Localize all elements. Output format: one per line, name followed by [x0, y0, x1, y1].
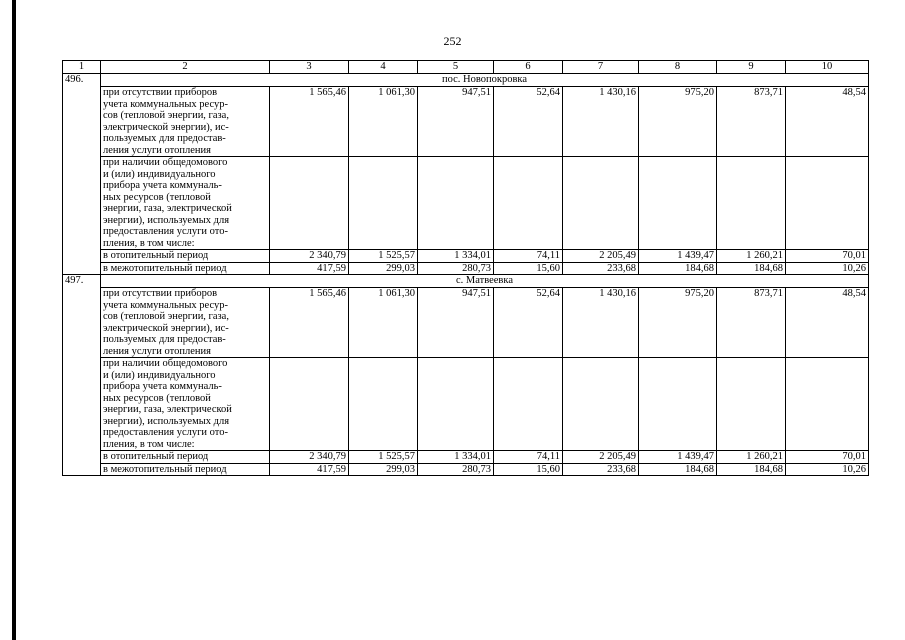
value-cell: [418, 157, 494, 250]
description-line: и (или) индивидуального: [103, 168, 216, 180]
value-cell: 975,20: [639, 87, 717, 157]
value-cell: 15,60: [494, 262, 563, 275]
description-line: прибора учета коммуналь-: [103, 381, 222, 392]
tariff-table: [62, 60, 869, 476]
table-row: [63, 262, 869, 275]
description-line: пления, в том числе:: [103, 237, 195, 249]
description-line: пления, в том числе:: [103, 438, 195, 450]
description-line: сов (тепловой энергии, газа,: [103, 110, 229, 121]
value-cell: 1 439,47: [639, 250, 717, 263]
value-cell: 299,03: [349, 463, 418, 476]
row-description: [101, 87, 270, 157]
value-cell: 947,51: [418, 87, 494, 157]
column-number: 3: [270, 61, 349, 74]
row-description: [101, 250, 270, 263]
value-cell: [418, 358, 494, 451]
value-cell: 1 565,46: [270, 288, 349, 358]
value-cell: [786, 157, 869, 250]
page-number: 252: [443, 34, 462, 48]
row-index: 496.: [63, 74, 101, 275]
value-cell: [270, 358, 349, 451]
description-line: ления услуги отопления: [103, 345, 211, 357]
table-row: [63, 451, 869, 464]
description-line: при отсутствии приборов: [103, 288, 218, 299]
description-line: в межотопительный период: [103, 262, 227, 274]
description-line: предоставления услуги ото-: [103, 226, 228, 237]
value-cell: 233,68: [563, 262, 639, 275]
value-cell: [639, 358, 717, 451]
column-number: 6: [494, 61, 563, 74]
value-cell: 417,59: [270, 262, 349, 275]
row-description: [101, 463, 270, 476]
description-line: при отсутствии приборов: [103, 87, 218, 98]
table-row: [63, 87, 869, 157]
row-description: [101, 262, 270, 275]
description-line: и (или) индивидуального: [103, 369, 216, 381]
description-line: при наличии общедомового: [103, 358, 228, 369]
value-cell: 70,01: [786, 250, 869, 263]
value-cell: 1 061,30: [349, 288, 418, 358]
settlement-name: с. Матвеевка: [101, 275, 869, 288]
value-cell: 52,64: [494, 87, 563, 157]
value-cell: [349, 157, 418, 250]
value-cell: 1 061,30: [349, 87, 418, 157]
settlement-name: пос. Новопокровка: [101, 74, 869, 87]
column-number: 9: [717, 61, 786, 74]
description-line: пользуемых для предостав-: [103, 133, 226, 144]
column-number: 5: [418, 61, 494, 74]
value-cell: 70,01: [786, 451, 869, 464]
row-description: [101, 358, 270, 451]
value-cell: 2 205,49: [563, 250, 639, 263]
description-line: энергии), используемых для: [103, 214, 230, 226]
description-line: учета коммунальных ресур-: [103, 98, 228, 110]
value-cell: 947,51: [418, 288, 494, 358]
description-line: пользуемых для предостав-: [103, 334, 226, 345]
column-number: 10: [786, 61, 869, 74]
description-line: ных ресурсов (тепловой: [103, 191, 211, 203]
column-number: 1: [63, 61, 101, 74]
value-cell: 1 525,57: [349, 250, 418, 263]
column-number: 4: [349, 61, 418, 74]
value-cell: 2 340,79: [270, 451, 349, 464]
description-line: ных ресурсов (тепловой: [103, 392, 211, 404]
value-cell: 184,68: [717, 463, 786, 476]
value-cell: 1 439,47: [639, 451, 717, 464]
table-row: [63, 250, 869, 263]
description-line: предоставления услуги ото-: [103, 427, 228, 438]
value-cell: 74,11: [494, 250, 563, 263]
value-cell: 1 334,01: [418, 451, 494, 464]
value-cell: [786, 358, 869, 451]
value-cell: 1 260,21: [717, 451, 786, 464]
value-cell: 1 430,16: [563, 87, 639, 157]
description-line: ления услуги отопления: [103, 144, 211, 156]
value-cell: [563, 157, 639, 250]
value-cell: [717, 358, 786, 451]
column-number: 8: [639, 61, 717, 74]
value-cell: 1 260,21: [717, 250, 786, 263]
value-cell: 2 340,79: [270, 250, 349, 263]
value-cell: [494, 157, 563, 250]
value-cell: 417,59: [270, 463, 349, 476]
settlement-row: [63, 275, 869, 288]
description-line: энергии, газа, электрической: [103, 404, 232, 415]
description-line: в межотопительный период: [103, 463, 227, 475]
value-cell: 873,71: [717, 288, 786, 358]
value-cell: 15,60: [494, 463, 563, 476]
value-cell: 1 430,16: [563, 288, 639, 358]
settlement-row: [63, 74, 869, 87]
value-cell: 975,20: [639, 288, 717, 358]
value-cell: 280,73: [418, 463, 494, 476]
description-line: учета коммунальных ресур-: [103, 299, 228, 311]
row-description: [101, 157, 270, 250]
value-cell: 184,68: [639, 262, 717, 275]
value-cell: 1 334,01: [418, 250, 494, 263]
column-number: 7: [563, 61, 639, 74]
value-cell: 299,03: [349, 262, 418, 275]
description-line: прибора учета коммуналь-: [103, 180, 222, 191]
value-cell: [270, 157, 349, 250]
value-cell: 52,64: [494, 288, 563, 358]
subheading-row: [63, 157, 869, 250]
column-number-row: [63, 61, 869, 74]
binding-edge-bar: [12, 0, 16, 640]
description-line: электрической энергии), ис-: [103, 121, 229, 133]
value-cell: 1 525,57: [349, 451, 418, 464]
value-cell: [494, 358, 563, 451]
table-row: [63, 288, 869, 358]
value-cell: 48,54: [786, 288, 869, 358]
subheading-row: [63, 358, 869, 451]
value-cell: 10,26: [786, 463, 869, 476]
description-line: при наличии общедомового: [103, 157, 228, 168]
description-line: энергии), используемых для: [103, 415, 230, 427]
value-cell: 233,68: [563, 463, 639, 476]
description-line: сов (тепловой энергии, газа,: [103, 311, 229, 322]
value-cell: [717, 157, 786, 250]
value-cell: 280,73: [418, 262, 494, 275]
column-number: 2: [101, 61, 270, 74]
description-line: в отопительный период: [103, 250, 209, 261]
description-line: энергии, газа, электрической: [103, 203, 232, 214]
value-cell: [563, 358, 639, 451]
row-description: [101, 451, 270, 464]
row-description: [101, 288, 270, 358]
value-cell: 74,11: [494, 451, 563, 464]
table-row: [63, 463, 869, 476]
description-line: электрической энергии), ис-: [103, 322, 229, 334]
value-cell: 873,71: [717, 87, 786, 157]
value-cell: 48,54: [786, 87, 869, 157]
value-cell: [639, 157, 717, 250]
value-cell: 1 565,46: [270, 87, 349, 157]
value-cell: [349, 358, 418, 451]
value-cell: 10,26: [786, 262, 869, 275]
description-line: в отопительный период: [103, 451, 209, 462]
row-index: 497.: [63, 275, 101, 476]
value-cell: 184,68: [639, 463, 717, 476]
value-cell: 2 205,49: [563, 451, 639, 464]
table-body: [63, 61, 869, 476]
value-cell: 184,68: [717, 262, 786, 275]
